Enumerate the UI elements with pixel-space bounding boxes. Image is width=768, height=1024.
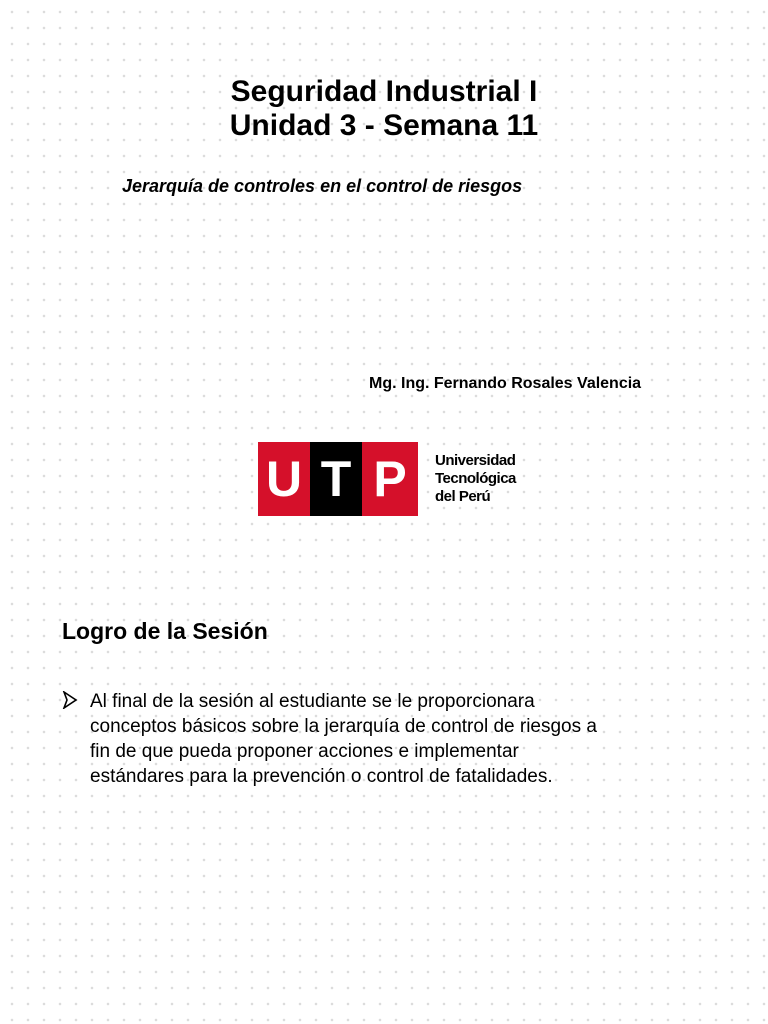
logo-text-line-2: Tecnológica xyxy=(435,470,516,487)
bullet-line-4: estándares para la prevención o control de fatalidades. xyxy=(90,766,553,787)
bullet-text xyxy=(90,689,702,789)
logo-wordmark xyxy=(435,452,516,506)
bullet-list xyxy=(62,689,702,789)
bullet-line-3: fin de que pueda proponer acciones e implementar xyxy=(90,741,519,762)
logo-text-line-1: Universidad xyxy=(435,452,516,469)
arrow-bullet-icon xyxy=(62,691,78,709)
subtitle: Jerarquía de controles en el control de riesgos xyxy=(122,176,523,196)
logo-text-line-3: del Perú xyxy=(435,488,491,505)
logo-letter-t: T xyxy=(310,442,362,516)
logo-letter-boxes xyxy=(258,442,418,516)
logo-letter-u: U xyxy=(258,442,310,516)
logo-letter-p: P xyxy=(362,442,418,516)
section-heading: Logro de la Sesión xyxy=(62,618,268,644)
bullet-line-1: Al final de la sesión al estudiante se le proporcionara xyxy=(90,691,535,712)
utp-logo xyxy=(258,442,528,517)
bullet-line-2: conceptos básicos sobre la jerarquía de control de riesgos a xyxy=(90,716,597,737)
title-line-1: Seguridad Industrial I xyxy=(230,75,538,108)
title-line-2: Unidad 3 - Semana 11 xyxy=(229,109,539,142)
author-name: Mg. Ing. Fernando Rosales Valencia xyxy=(369,375,642,392)
